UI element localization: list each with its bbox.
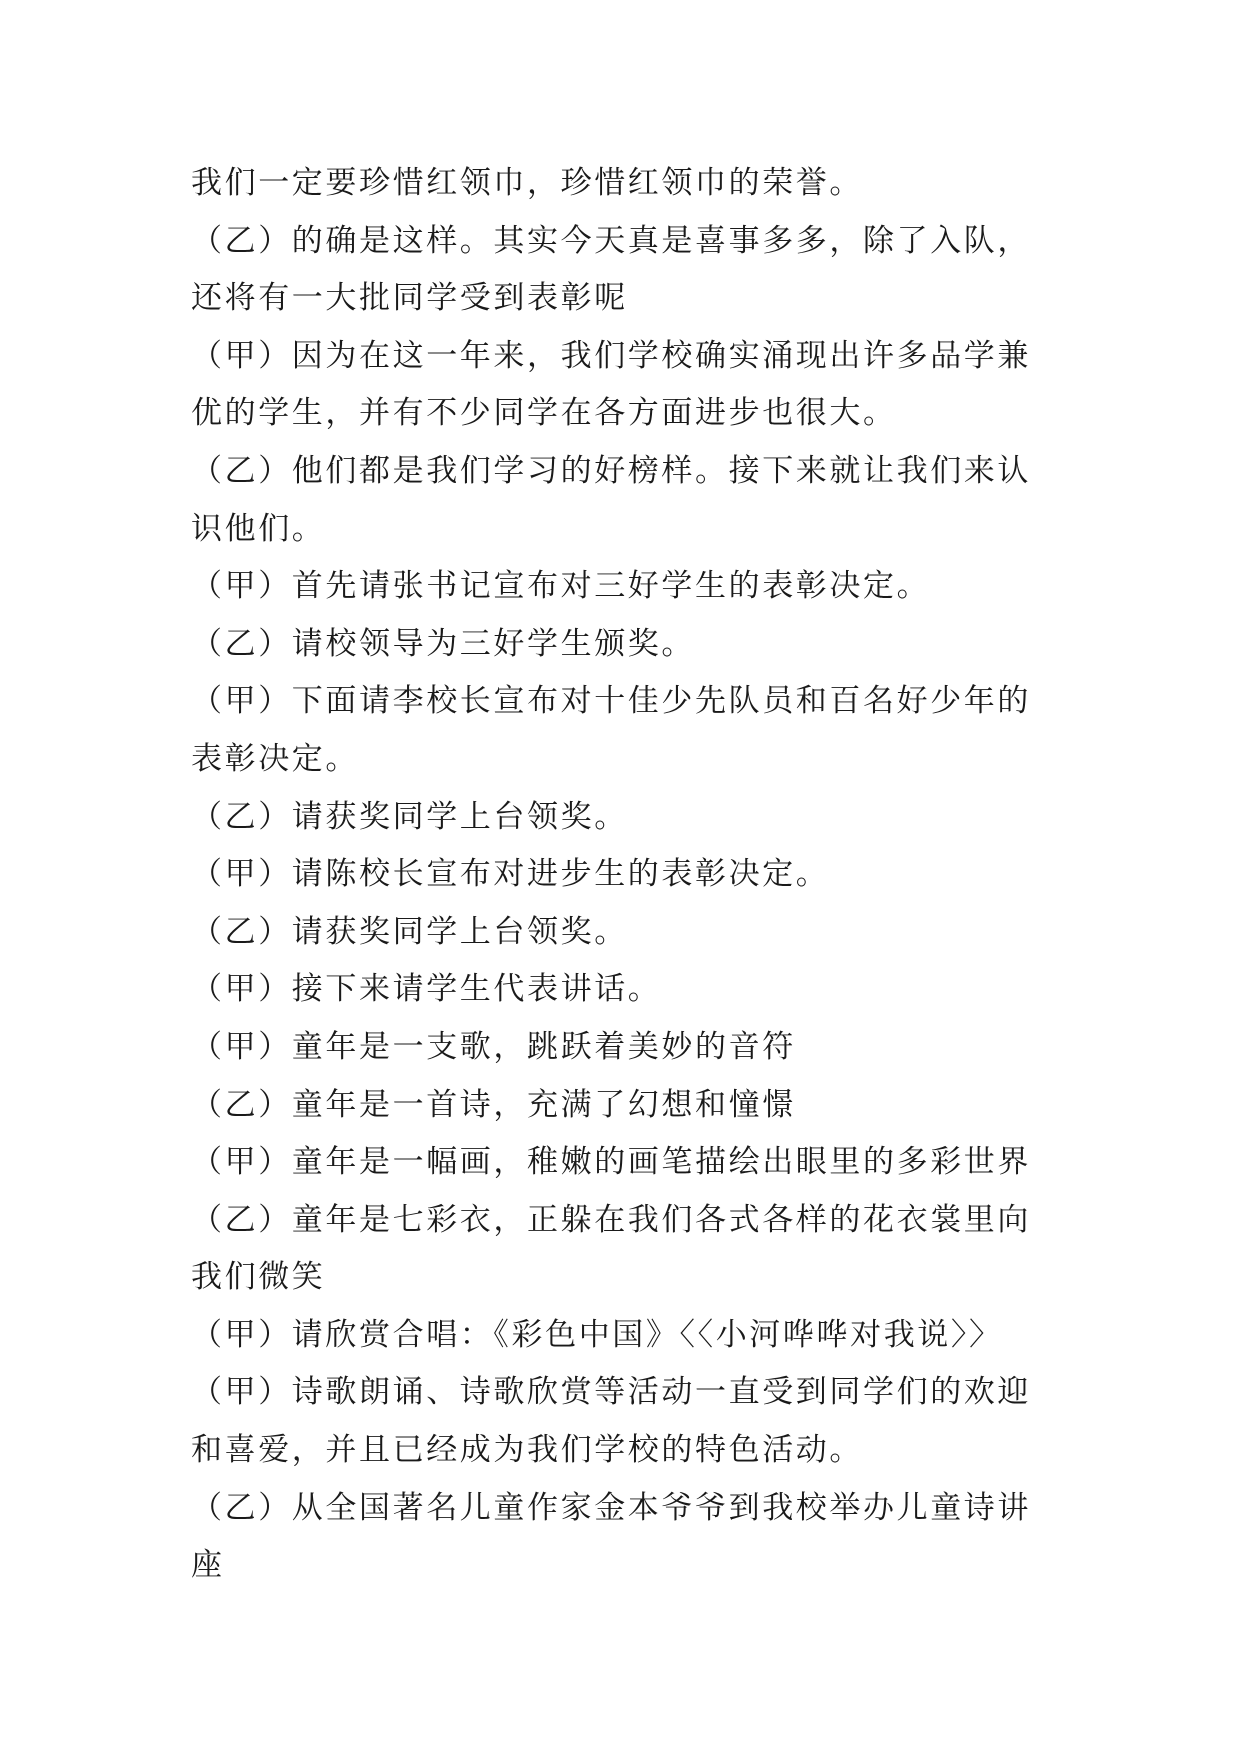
paragraph-18: （乙）从全国著名儿童作家金本爷爷到我校举办儿童诗讲座 bbox=[191, 1489, 1031, 1584]
paragraph-5: （甲）首先请张书记宣布对三好学生的表彰决定。 bbox=[191, 568, 931, 605]
paragraph-3: （甲）因为在这一年来，我们学校确实涌现出许多品学兼优的学生，并有不少同学在各方面进步也很大。 bbox=[191, 337, 1031, 432]
paragraph-4: （乙）他们都是我们学习的好榜样。接下来就让我们来认识他们。 bbox=[191, 452, 1031, 547]
paragraph-12: （甲）童年是一支歌，跳跃着美妙的音符 bbox=[191, 1028, 796, 1065]
paragraph-6: （乙）请校领导为三好学生颁奖。 bbox=[191, 625, 695, 662]
paragraph-15: （乙）童年是七彩衣，正躲在我们各式各样的花衣裳里向我们微笑 bbox=[191, 1201, 1031, 1296]
paragraph-11: （甲）接下来请学生代表讲话。 bbox=[191, 971, 662, 1008]
paragraph-2: （乙）的确是这样。其实今天真是喜事多多，除了入队，还将有一大批同学受到表彰呢 bbox=[191, 222, 1031, 317]
paragraph-1: 我们一定要珍惜红领巾，珍惜红领巾的荣誉。 bbox=[191, 165, 863, 201]
paragraph-13: （乙）童年是一首诗，充满了幻想和憧憬 bbox=[191, 1086, 796, 1123]
paragraph-7: （甲）下面请李校长宣布对十佳少先队员和百名好少年的表彰决定。 bbox=[191, 683, 1031, 777]
paragraph-17: （甲）诗歌朗诵、诗歌欣赏等活动一直受到同学们的欢迎和喜爱，并且已经成为我们学校的特色活动。 bbox=[191, 1374, 1031, 1469]
paragraph-10: （乙）请获奖同学上台领奖。 bbox=[191, 913, 628, 950]
paragraph-16: （甲）请欣赏合唱：《彩色中国》〈〈小河哗哗对我说〉〉 bbox=[191, 1316, 1003, 1353]
document-body bbox=[191, 155, 1063, 1595]
paragraph-8: （乙）请获奖同学上台领奖。 bbox=[191, 798, 628, 835]
paragraph-14: （甲）童年是一幅画，稚嫩的画笔描绘出眼里的多彩世界 bbox=[191, 1144, 1031, 1181]
paragraph-9: （甲）请陈校长宣布对进步生的表彰决定。 bbox=[191, 856, 830, 893]
